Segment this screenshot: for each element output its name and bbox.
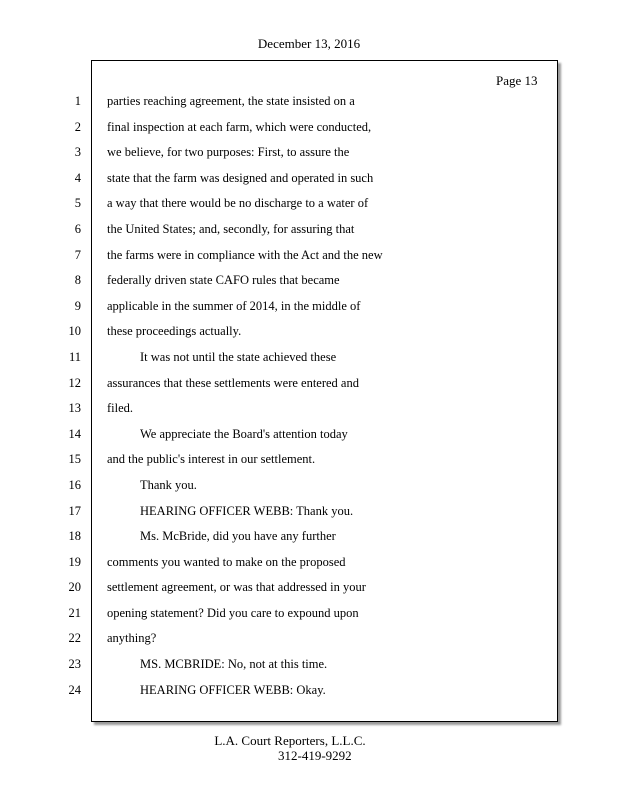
line-text: the farms were in compliance with the Act and the new <box>107 247 383 262</box>
transcript-line <box>0 550 618 576</box>
transcript-line <box>0 447 618 473</box>
transcript-line <box>0 601 618 627</box>
transcript-line <box>0 268 618 294</box>
line-text: Ms. McBride, did you have any further <box>140 529 336 544</box>
line-number: 8 <box>74 273 81 288</box>
line-number: 24 <box>68 682 81 697</box>
line-number: 22 <box>68 631 81 646</box>
line-text: assurances that these settlements were entered and <box>107 375 359 390</box>
transcript-line <box>0 396 618 422</box>
line-text: a way that there would be no discharge to a water of <box>107 196 369 211</box>
transcript-line <box>0 140 618 166</box>
line-number: 14 <box>68 426 81 441</box>
line-text: settlement agreement, or was that addressed in your <box>107 580 366 595</box>
line-number: 6 <box>74 221 81 236</box>
line-text: and the public's interest in our settlement. <box>107 452 316 467</box>
transcript-line <box>0 345 618 371</box>
transcript-line <box>0 191 618 217</box>
reporter-phone: 312-419-9292 <box>278 748 352 763</box>
line-number: 17 <box>68 503 81 518</box>
line-number: 23 <box>68 657 81 672</box>
reporter-name: L.A. Court Reporters, L.L.C. <box>214 733 366 748</box>
transcript-line <box>0 499 618 525</box>
transcript-line <box>0 575 618 601</box>
line-text: final inspection at each farm, which were conducted, <box>107 119 372 134</box>
line-text: the United States; and, secondly, for assuring that <box>107 221 355 236</box>
line-text: It was not until the state achieved these <box>140 349 337 364</box>
transcript-lines <box>0 89 618 703</box>
transcript-line <box>0 89 618 115</box>
transcript-line <box>0 626 618 652</box>
line-text: Thank you. <box>140 477 197 492</box>
transcript-line <box>0 115 618 141</box>
line-text: parties reaching agreement, the state insisted on a <box>107 94 355 108</box>
line-text: We appreciate the Board's attention today <box>140 426 348 441</box>
line-number: 21 <box>68 605 81 620</box>
line-number: 4 <box>74 170 81 185</box>
line-text: opening statement? Did you care to expound upon <box>107 605 359 620</box>
transcript-line <box>0 473 618 499</box>
transcript-line <box>0 371 618 397</box>
transcript-line <box>0 243 618 269</box>
line-number: 7 <box>74 247 81 262</box>
line-text: these proceedings actually. <box>107 324 242 339</box>
line-text: filed. <box>107 401 134 416</box>
line-number: 20 <box>68 580 81 595</box>
transcript-line <box>0 294 618 320</box>
line-number: 1 <box>74 94 81 108</box>
transcript-line <box>0 652 618 678</box>
transcript-line <box>0 524 618 550</box>
line-number: 5 <box>74 196 81 211</box>
transcript-line <box>0 422 618 448</box>
transcript-line <box>0 217 618 243</box>
line-number: 13 <box>68 401 81 416</box>
line-number: 12 <box>68 375 81 390</box>
line-number: 19 <box>68 554 81 569</box>
line-number: 10 <box>68 324 81 339</box>
transcript-date: December 13, 2016 <box>257 36 361 51</box>
line-text: MS. MCBRIDE: No, not at this time. <box>140 657 328 672</box>
line-number: 16 <box>68 477 81 492</box>
line-text: anything? <box>107 631 157 646</box>
page-number: Page 13 <box>496 73 538 88</box>
transcript-line <box>0 678 618 704</box>
line-text: applicable in the summer of 2014, in the middle of <box>107 298 361 313</box>
line-number: 15 <box>68 452 81 467</box>
line-number: 3 <box>74 145 81 160</box>
line-number: 18 <box>68 529 81 544</box>
line-number: 9 <box>74 298 81 313</box>
line-text: comments you wanted to make on the proposed <box>107 554 346 569</box>
line-text: HEARING OFFICER WEBB: Okay. <box>140 682 326 697</box>
line-number: 11 <box>68 349 81 364</box>
line-text: HEARING OFFICER WEBB: Thank you. <box>140 503 354 518</box>
line-text: we believe, for two purposes: First, to assure the <box>107 145 350 160</box>
line-number: 2 <box>74 119 81 134</box>
transcript-line <box>0 319 618 345</box>
transcript-line <box>0 166 618 192</box>
line-text: state that the farm was designed and operated in such <box>107 170 374 185</box>
line-text: federally driven state CAFO rules that became <box>107 273 340 288</box>
